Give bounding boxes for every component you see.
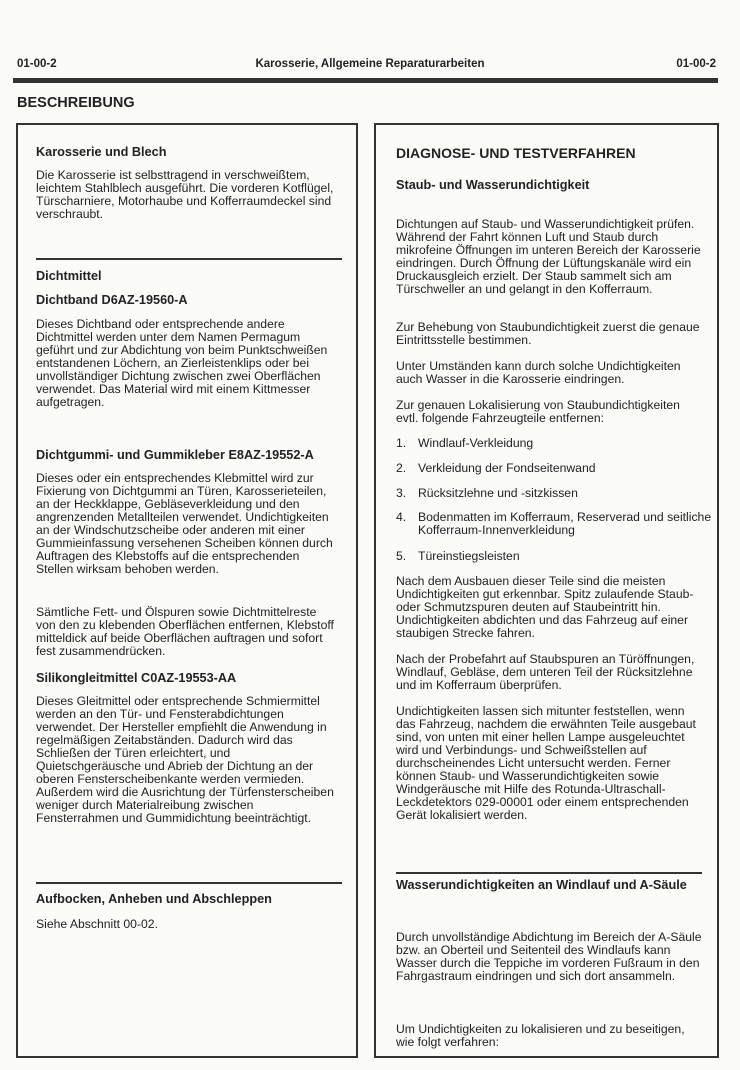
list-text: Rücksitzlehne und -sitzkissen <box>418 486 578 500</box>
text-karosserie: Die Karosserie ist selbsttragend in verschweißtem, leichtem Stahlblech ausgeführt. Die vorderen Kotflügel, Türscharniere, Motorhaube und Kofferraumdeckel sind verschraubt. <box>36 168 334 221</box>
divider <box>36 882 342 884</box>
text-gummikleber-2: Sämtliche Fett- und Ölspuren sowie Dichtmittelreste von den zu klebenden Oberflächen entfernen, Klebstoff mitteldick auf beide Oberflächen auftragen und sofort fest zusammendrücken. <box>36 605 334 658</box>
heading-wasser: Wasserundichtigkeiten an Windlauf und A-Säule <box>396 878 687 892</box>
text-staub-1: Dichtungen auf Staub- und Wasserundichtigkeit prüfen. Während der Fahrt können Luft und Staub durch mikrofeine Öffnungen im unteren Bereich der Karosserie eindringen. Durch Öffnung der Lüftungskanäle wird ein Druckausgleich erzielt. Der Staub sammelt sich am Türschweller an und gelangt in den Kofferraum. <box>396 217 701 296</box>
list-text: Bodenmatten im Kofferraum, Reserverad und seitliche Kofferraum-Innenverkleidung <box>418 510 712 537</box>
text-staub-7: Undichtigkeiten lassen sich mitunter feststellen, wenn das Fahrzeug, nachdem die erwähnten Teile ausgebaut sind, von unten mit einer hellen Lampe ausgeleuchtet wird und Verbindungs- und Schweißstellen auf durchscheinendes Licht untersucht werden. Ferner können Staub- und Wasserundichtigkeiten sowie Windgeräusche mit Hilfe des Rotunda-Ultraschall-Leckdetektors 029-00001 oder einem entsprechenden Gerät lokalisiert werden. <box>396 704 696 822</box>
heading-diagnose: DIAGNOSE- UND TESTVERFAHREN <box>396 145 636 161</box>
text-aufbocken: Siehe Abschnitt 00-02. <box>36 917 158 931</box>
page-number-right: 01-00-2 <box>676 58 716 70</box>
text-silikon: Dieses Gleitmittel oder entsprechende Schmiermittel werden an den Tür- und Fensterabdichtungen verwendet. Der Hersteller empfiehlt die Anwendung in regelmäßigen Zeitabständen. Dadurch wird das Schließen der Türen erleichtert, und Quietschgeräusche und Abrieb der Dichtung an der oberen Fensterscheibenkante werden vermieden. Außerdem wird die Ausrichtung der Türfensterscheiben weniger durch Materialreibung zwischen Fensterrahmen und Gummidichtung beeinträchtigt. <box>36 694 334 825</box>
left-column-box <box>16 123 358 1058</box>
text-dichtband: Dieses Dichtband oder entsprechende andere Dichtmittel werden unter dem Namen Permagum geführt und zur Abdichtung von beim Punktschweißen entstandenen Löchern, an Zierleistenklips oder bei unvollständiger Dichtung zwischen zwei Oberflächen verwendet. Das Material wird mit einem Kittmesser aufgetragen. <box>36 317 328 409</box>
text-gummikleber-1: Dieses oder ein entsprechendes Klebmittel wird zur Fixierung von Dichtgummi an Türen, Karosserieteilen, an der Heckklappe, Gebläseverkleidung und den angrenzenden Metallteilen verwendet. Undichtigkeiten an der Windschutzscheibe oder anderen mit einer Gummieinfassung versehenen Scheiben können durch Auftragen des Klebstoffs auf die entsprechenden Stellen wirksam behoben werden. <box>36 471 333 576</box>
text-staub-3: Unter Umständen kann durch solche Undichtigkeiten auch Wasser in die Karosserie eindringen. <box>396 359 681 386</box>
list-number: 2. <box>396 461 407 475</box>
heading-dichtmittel: Dichtmittel <box>36 269 102 283</box>
list-number: 5. <box>396 549 407 563</box>
text-wasser-2: Um Undichtigkeiten zu lokalisieren und zu beseitigen, wie folgt verfahren: <box>396 1022 685 1049</box>
heading-gummikleber: Dichtgummi- und Gummikleber E8AZ-19552-A <box>36 448 314 462</box>
list-text: Türeinstiegsleisten <box>418 549 520 563</box>
heading-karosserie: Karosserie und Blech <box>36 145 167 159</box>
heading-staub: Staub- und Wasserundichtigkeit <box>396 178 590 192</box>
list-text: Windlauf-Verkleidung <box>418 436 534 450</box>
right-column-box <box>374 123 719 1058</box>
list-number: 1. <box>396 436 407 450</box>
divider <box>36 258 342 260</box>
text-staub-5: Nach dem Ausbauen dieser Teile sind die meisten Undichtigkeiten gut erkennbar. Spitz zulaufende Staub- oder Schmutzspuren deuten auf Staubeintritt hin. Undichtigkeiten abdichten und das Fahrzeug auf einer staubigen Strecke fahren. <box>396 574 694 640</box>
divider <box>396 872 702 874</box>
text-wasser-1: Durch unvollständige Abdichtung im Bereich der A-Säule bzw. an Oberteil und Seitenteil des Windlaufs kann Wasser durch die Teppiche im vorderen Fußraum in den Fahrgastraum eindringen und sich dort ansammeln. <box>396 930 702 983</box>
text-staub-6: Nach der Probefahrt auf Staubspuren an Türöffnungen, Windlauf, Gebläse, dem unteren Teil der Rücksitzlehne und im Kofferraum überprüfen. <box>396 652 695 692</box>
text-staub-2: Zur Behebung von Staubundichtigkeit zuerst die genaue Eintrittsstelle bestimmen. <box>396 320 700 347</box>
heading-silikon: Silikongleitmittel C0AZ-19553-AA <box>36 671 237 685</box>
header-rule <box>13 78 718 83</box>
page-header-title: Karosserie, Allgemeine Reparaturarbeiten <box>255 58 485 70</box>
list-number: 3. <box>396 486 407 500</box>
section-title: BESCHREIBUNG <box>17 95 135 111</box>
heading-aufbocken: Aufbocken, Anheben und Abschleppen <box>36 892 272 906</box>
list-text: Verkleidung der Fondseitenwand <box>418 461 596 475</box>
text-staub-4: Zur genauen Lokalisierung von Staubundichtigkeiten evtl. folgende Fahrzeugteile entfernen: <box>396 398 680 425</box>
list-number: 4. <box>396 510 407 524</box>
page-number-left: 01-00-2 <box>17 58 57 70</box>
heading-dichtband: Dichtband D6AZ-19560-A <box>36 293 188 307</box>
